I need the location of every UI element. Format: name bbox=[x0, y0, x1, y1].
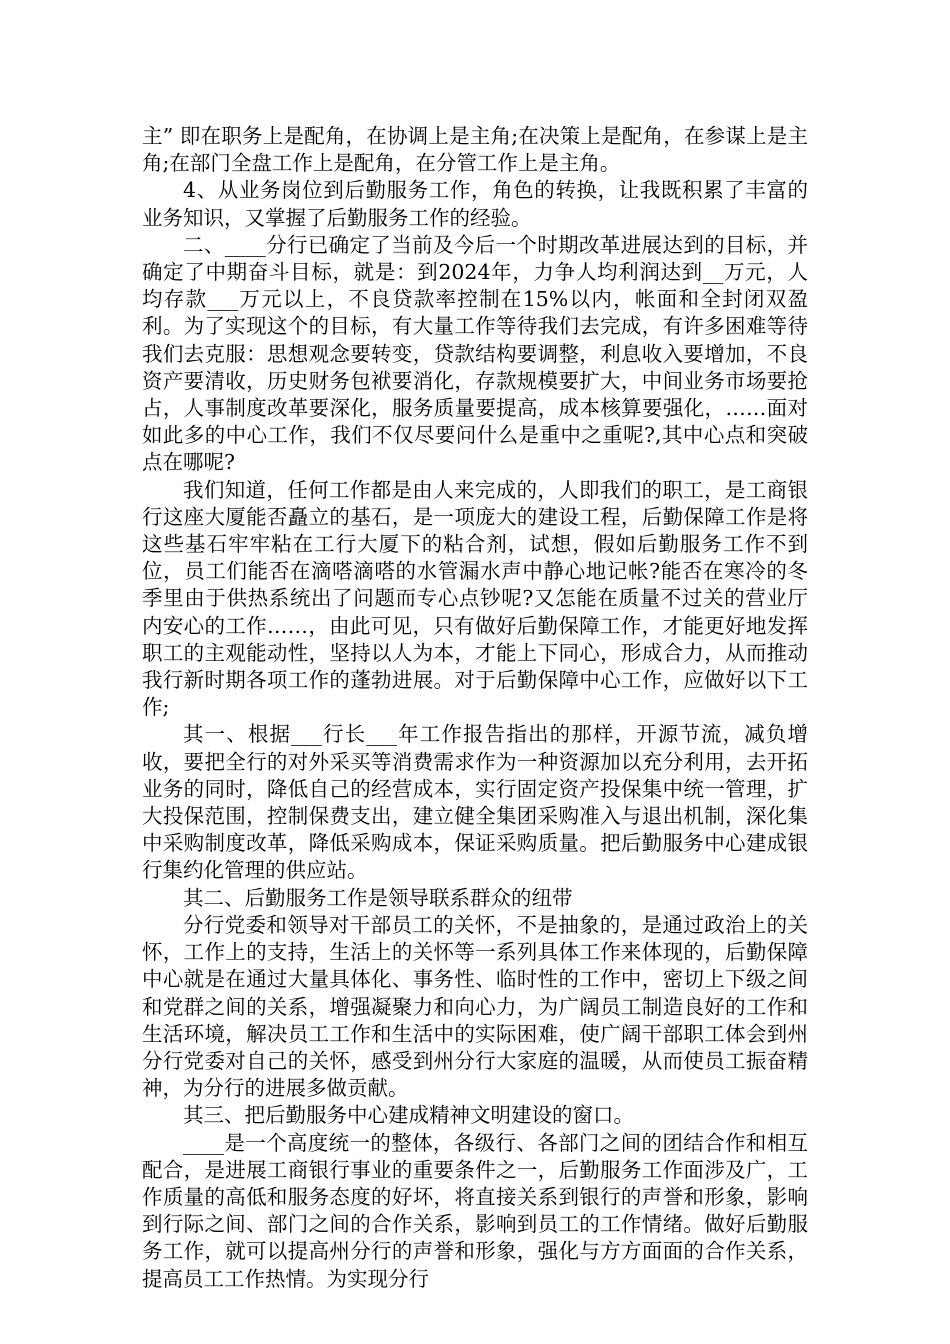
heading-point-3: 其三、把后勤服务中心建成精神文明建设的窗口。 bbox=[183, 1103, 634, 1128]
paragraph-4-role-transition: 4、从业务岗位到后勤服务工作，角色的转换，让我既积累了丰富的业务知识，又掌握了后勤服务工作的经验。 bbox=[142, 178, 808, 230]
document-page bbox=[142, 123, 808, 1293]
paragraph-point-1: 其一、根据___行长___年工作报告指出的那样，开源节流，减负增收，要把全行的对外采买等消费需求作为一种资源加以充分利用，去开拓业务的同时，降低自己的经营成本，实行固定资产投保集中统一管理，扩大投保范围，控制保费支出，建立健全集团采购准入与退出机制，深化集中采购制度改革，降低采购成本，保证采购质量。把后勤服务中心建成银行集约化管理的供应站。 bbox=[142, 722, 808, 883]
paragraph-staff-foundation: 我们知道，任何工作都是由人来完成的，人即我们的职工，是工商银行这座大厦能否矗立的基石，是一项庞大的建设工程，后勤保障工作是将这些基石牢牢粘在工行大厦下的粘合剂，试想，假如后勤服务工作不到位，员工们能否在滴嗒滴嗒的水管漏水声中静心地记帐?能否在寒冷的冬季里由于供热系统出了问题而专心点钞呢?又怎能在质量不过关的营业厅内安心的工作……，由此可见，只有做好后勤保障工作，才能更好地发挥职工的主观能动性，坚持以人为本，才能上下同心，形成合力，从而推动我行新时期各项工作的蓬勃进展。对于后勤保障中心工作，应做好以下工作; bbox=[142, 477, 808, 720]
paragraph-point-3-body: ____是一个高度统一的整体，各级行、各部门之间的团结合作和相互配合，是进展工商银行事业的重要条件之一，后勤服务工作面涉及广，工作质量的高低和服务态度的好坏，将直接关系到银行的声誉和形象，影响到行际之间、部门之间的合作关系，影响到员工的工作情绪。做好后勤服务工作，就可以提高州分行的声誉和形象，强化与方方面面的合作关系，提高员工工作热情。为实现分行 bbox=[142, 1130, 808, 1291]
paragraph-section-2-goals: 二、____分行已确定了当前及今后一个时期改革进展达到的目标，并确定了中期奋斗目标，就是：到2024年，力争人均利润达到__万元，人均存款___万元以上，不良贷款率控制在15%以内，帐面和全封闭双盈利。为了实现这个的目标，有大量工作等待我们去完成，有许多困难等待我们去克服：思想观念要转变，贷款结构要调整，利息收入要增加，不良资产要清收，历史财务包袱要消化，存款规模要扩大，中间业务市场要抢占，人事制度改革要深化，服务质量要提高，成本核算要强化，……面对如此多的中心工作，我们不仅尽要问什么是重中之重呢?,其中心点和突破点在哪呢? bbox=[142, 232, 808, 475]
paragraph-continuation: 主” 即在职务上是配角，在协调上是主角;在决策上是配角，在参谋上是主角;在部门全盘工作上是配角，在分管工作上是主角。 bbox=[142, 124, 808, 176]
paragraph-point-2-body: 分行党委和领导对干部员工的关怀，不是抽象的，是通过政治上的关怀，工作上的支持，生活上的关怀等一系列具体工作来体现的，后勤保障中心就是在通过大量具体化、事务性、临时性的工作中，密切上下级之间和党群之间的关系，增强凝聚力和向心力，为广阔员工制造良好的工作和生活环境，解决员工工作和生活中的实际困难，使广阔干部职工体会到州分行党委对自己的关怀，感受到州分行大家庭的温暖，从而使员工振奋精神，为分行的进展多做贡献。 bbox=[142, 912, 808, 1101]
heading-point-2: 其二、后勤服务工作是领导联系群众的纽带 bbox=[183, 885, 573, 910]
